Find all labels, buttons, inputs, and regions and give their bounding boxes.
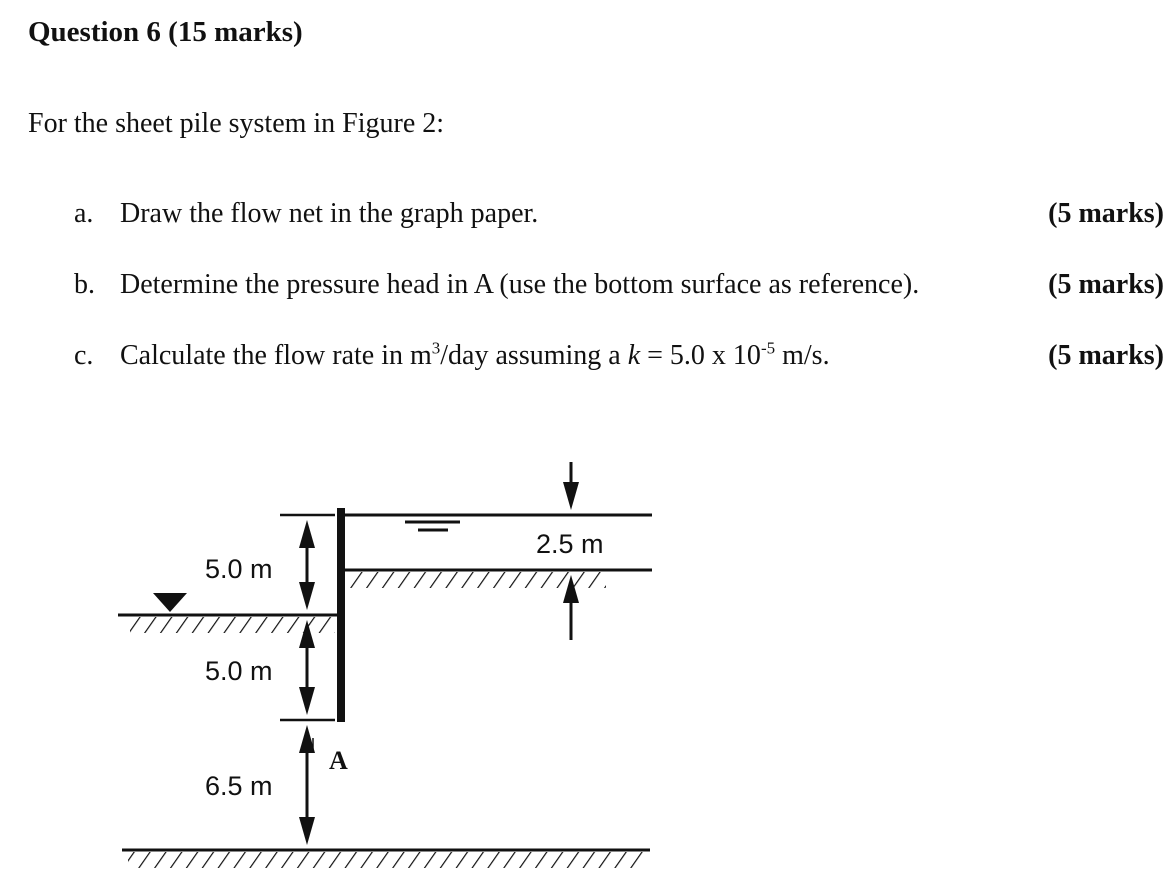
part-c-marks: (5 marks) bbox=[1048, 340, 1164, 371]
sheet-pile bbox=[337, 508, 345, 722]
part-b bbox=[74, 269, 919, 301]
point-a-label: A bbox=[329, 746, 348, 775]
part-text: Draw the flow net in the graph paper. bbox=[120, 198, 539, 229]
part-text bbox=[120, 340, 830, 371]
dim-label-upper: 5.0 m bbox=[205, 554, 273, 584]
part-letter: a. bbox=[74, 198, 94, 229]
part-a bbox=[74, 198, 538, 230]
water-level-icon bbox=[405, 522, 460, 530]
dim-label-bottom: 6.5 m bbox=[205, 771, 273, 801]
superscript: 3 bbox=[431, 338, 441, 358]
k-symbol: k bbox=[627, 340, 641, 371]
text-segment: Calculate the flow rate in m bbox=[120, 340, 432, 371]
text-segment: /day assuming a bbox=[440, 340, 628, 371]
intro-text: For the sheet pile system in Figure 2: bbox=[28, 108, 445, 139]
superscript: -5 bbox=[760, 338, 776, 358]
sheet-pile-figure bbox=[0, 440, 700, 880]
text-segment: = 5.0 x 10 bbox=[640, 340, 761, 371]
bottom-hatch bbox=[128, 852, 644, 868]
question-title: Question 6 (15 marks) bbox=[28, 16, 303, 48]
part-c bbox=[74, 340, 830, 372]
part-b-marks: (5 marks) bbox=[1048, 269, 1164, 300]
water-table-triangle-icon bbox=[153, 593, 187, 612]
upstream-ground-hatch bbox=[350, 572, 606, 588]
dim-label-water: 2.5 m bbox=[536, 529, 604, 559]
part-a-marks: (5 marks) bbox=[1048, 198, 1164, 229]
part-letter: b. bbox=[74, 269, 95, 300]
text-segment: m/s. bbox=[775, 340, 830, 371]
dim-label-pile: 5.0 m bbox=[205, 656, 273, 686]
part-text: Determine the pressure head in A (use the bottom surface as reference). bbox=[120, 269, 920, 300]
part-letter: c. bbox=[74, 340, 94, 371]
